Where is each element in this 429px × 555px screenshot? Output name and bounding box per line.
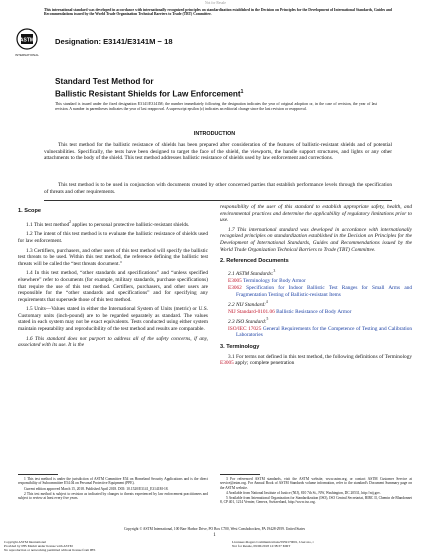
iso-standard-text: 2.3 ISO Standard: — [228, 319, 267, 326]
scope-1-1-text: 1.1 This test method — [26, 221, 70, 228]
footnote-2: 2 This test method is subject to revision as indicated by changes to threats experienced by law enforcement practitioners and subject to review at least every five years. — [18, 491, 208, 501]
title-line-2: Ballistic Resistant Shields for Law Enforcement — [55, 89, 241, 99]
ref-nij-title[interactable]: Ballistic Resistance of Body Armor — [274, 308, 352, 315]
title-line-1: Standard Test Method for — [55, 77, 154, 86]
ref-e3062 — [220, 285, 412, 298]
astm-standards-label — [220, 268, 412, 277]
right-column — [220, 204, 412, 367]
ref-iso-link[interactable]: ISO/IEC 17025 — [228, 325, 262, 332]
astm-logo-icon — [14, 28, 40, 60]
astm-logo — [14, 28, 40, 60]
ref-e3005 — [220, 278, 412, 285]
ref-e3005-link[interactable]: E3005 — [228, 277, 242, 284]
footnotes-right — [220, 477, 412, 506]
scope-1-1-footnote[interactable]: 2 — [69, 220, 71, 224]
scope-1-3: 1.3 Certifiers, purchasers, and other users of this test method will specify the ballistic test threats to be used. Within this test method, the reference defining the ballistic test threats will be called the “test threats document.” — [18, 247, 208, 267]
ref-nij-link[interactable]: NIJ Standard-0101.06 — [228, 308, 275, 315]
footnote-4: 4 Available from National Institute of Justice (NIJ), 810 7th St., NW, Washington, DC 20531, http://nij.gov. — [226, 490, 381, 495]
scope-heading: 1. Scope — [18, 208, 42, 214]
iso-standard-label — [220, 316, 412, 325]
left-column — [18, 208, 208, 349]
terminology-3-1 — [220, 354, 412, 367]
ref-iso — [220, 326, 412, 339]
iso-footnote-ref[interactable]: 5 — [266, 317, 269, 322]
ref-e3062-title[interactable]: Specification for Indoor Ballistic Test Ranges for Small Arms and Fragmentation Testing of Ballistic-resistant Items — [236, 285, 412, 298]
terminology-3-1-rest: apply; complete penetration — [233, 360, 295, 367]
scope-1-6-continued: responsibility of the user of this standard to establish appropriate safety, health, and environmental practices and determine the applicability of regulatory limitations prior to use. — [220, 204, 412, 224]
title-footnote-ref[interactable]: 1 — [240, 89, 244, 95]
footnote-rule-left — [18, 474, 58, 475]
footnote-1-edition: Current edition approved March 15, 2018. Published April 2018. DOI: 10.1520/E3141_E3141M-18. — [24, 486, 169, 491]
terminology-e3005-link[interactable]: E3005 — [220, 360, 234, 367]
ref-nij — [220, 309, 412, 316]
ref-iso-title[interactable]: General Requirements for the Competence of Testing and Calibration Laboratories — [236, 325, 412, 339]
intro-heading: INTRODUCTION — [193, 131, 236, 137]
footnotes-left — [18, 477, 208, 501]
nij-standard-label — [220, 299, 412, 308]
top-notice: This international standard was developed in accordance with internationally recognized principles on standardization established in the Decision on Principles for the Development of International Standards, Guides and Recommendations issued by the World Trade Organization Technical Barriers to Trade (TBT) Committee. — [44, 8, 392, 17]
scope-1-4: 1.4 In this test method, “other standards and specifications” and “unless specified elsewhere” refer to documents (for example, military standards, purchase specifications) that require the use of this test method. Certifiers, purchasers, and other users are responsible for the “other standards and specifications” and for specifying any requirements that supersede those of this test method. — [18, 270, 208, 303]
astm-standards-text: 2.1 ASTM Standards: — [228, 270, 274, 277]
scope-1-1-rest: applies to personal protective ballistic-resistant shields. — [70, 221, 190, 228]
footnote-rule-right — [220, 474, 260, 475]
footer-license-right: Licensee=Rogers Communications/5959170001, User=no, r Not for Resale, 09/06/2018 12:38:37 MDT — [232, 540, 314, 548]
intro-paragraph-1: This test method for the ballistic resistance of shields has been prepared after consideration of the features of ballistic-resistant shields and of potential vulnerabilities. Specifically, the tests have been designed to target the face of the shield, the viewports, the handle support structures, and lights or any other attachments to the body of the shield. This test method addresses ballistic resistance of shields used by law enforcement and corrections. — [44, 142, 392, 162]
terminology-3-1-text: 3.1 For terms not defined in this test method, the following definitions of Terminology — [228, 353, 412, 360]
watermark-text: Not for Resale — [205, 1, 226, 5]
designation: Designation: E3141/E3141M − 18 — [55, 37, 173, 46]
ref-e3005-title[interactable]: Terminology for Body Armor — [241, 277, 306, 284]
terminology-heading: 3. Terminology — [220, 343, 260, 350]
referenced-documents-heading: 2. Referenced Documents — [220, 258, 289, 265]
footer-copyright: Copyright © ASTM International, 100 Barr Harbor Drive, PO Box C700, West Conshohocken, PA 19428-2959. United States — [123, 527, 306, 531]
scope-1-7: 1.7 This international standard was developed in accordance with internationally recognized principles on standardization established in the Decision on Principles for the Development of International Standards, Guides and Recommendations issued by the World Trade Organization Technical Barriers to Trade (TBT) Committee. — [220, 226, 412, 253]
scope-1-6: 1.6 This standard does not purport to address all of the safety concerns, if any, associated with its use. It is the — [18, 335, 208, 349]
scope-1-2: 1.2 The intent of this test method is to evaluate the ballistic resistance of shields used for law enforcement. — [18, 231, 208, 244]
page-title — [55, 87, 243, 100]
footnote-1: 1 This test method is under the jurisdiction of ASTM Committee E54 on Homeland Security Applications and is the direct responsibility of Subcommittee E54.04 on Personal Protective Equipment (PPE). — [18, 477, 208, 486]
footnote-5: 5 Available from International Organization for Standardization (ISO), ISO Central Secretariat, BIBC II, Chemin de Blandonnet 8, CP 401, 1214 Vernier, Geneva, Switzerland, http://www.iso.org. — [220, 496, 412, 505]
astm-footnote-ref[interactable]: 3 — [273, 269, 276, 274]
scope-1-5: 1.5 Units—Values stated in either the International System of Units (metric) or U.S. Customary units (inch-pound) are to be regarded separately as standard. The values stated in each system may not be exact equivalents. Tests conducted using either system maintain repeatability and reproducibility of the test method and results are comparable. — [18, 306, 208, 333]
svg-text:ASTM: ASTM — [19, 37, 35, 44]
footer-license-left: Copyright ASTM International Provided by IHS Markit under license with ASTM No reproduction or networking permitted without license from IHS — [4, 540, 96, 552]
nij-footnote-ref[interactable]: 4 — [265, 300, 268, 305]
issue-note: This standard is issued under the fixed designation E3141/E3141M; the number immediately following the designation indicates the year of original adoption or, in the case of revision, the year of last revision. A number in parentheses indicates the year of last reapproval. A superscript epsilon (ε) indicates an editorial change since the last revision or reapproval. — [55, 102, 377, 111]
page-number: 1 — [213, 533, 216, 538]
footnote-3: 3 For referenced ASTM standards, visit the ASTM website, www.astm.org, or contact ASTM Customer Service at service@astm.org. For Annual Book of ASTM Standards volume information, refer to the standard's Document Summary page on the ASTM website. — [220, 477, 412, 490]
ref-e3062-link[interactable]: E3062 — [228, 285, 242, 292]
scope-1-1 — [18, 219, 208, 228]
intro-paragraph-2: This test method is to be used in conjunction with documents created by other concerned parties that establish performance levels through the specification of threats and other requirements. — [44, 182, 392, 195]
nij-standard-text: 2.2 NIJ Standard: — [228, 302, 266, 309]
logo-caption: INTERNATIONAL — [15, 53, 39, 57]
intro-divider — [44, 200, 392, 201]
